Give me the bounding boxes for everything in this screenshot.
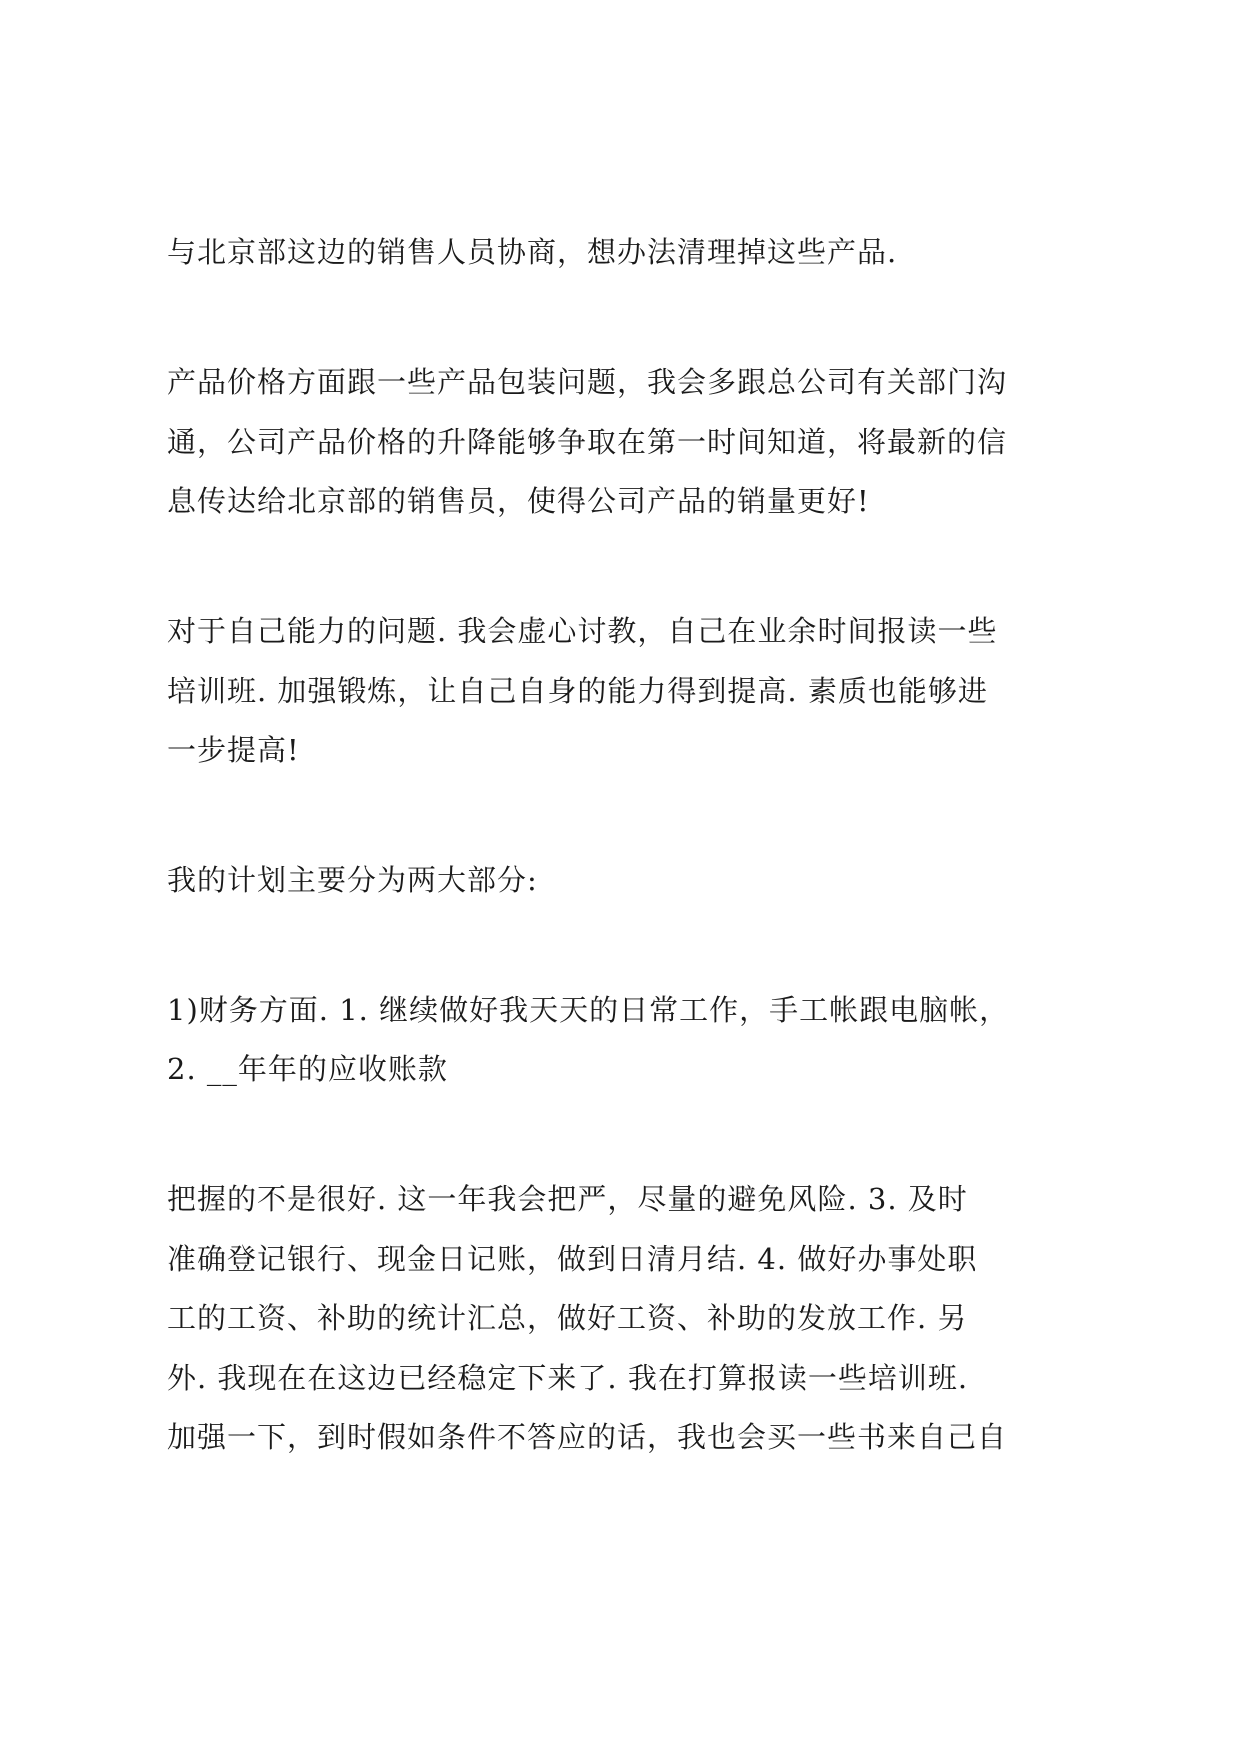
paragraph-line: 与北京部这边的销售人员协商，想办法清理掉这些产品. (167, 235, 898, 269)
paragraph-line: 培训班. 加强锻炼，让自己自身的能力得到提高. 素质也能够进 (167, 674, 988, 708)
paragraph-line: 外. 我现在在这边已经稳定下来了. 我在打算报读一些培训班. (167, 1361, 969, 1395)
paragraph-line: 准确登记银行、现金日记账，做到日清月结. 4. 做好办事处职 (167, 1242, 978, 1276)
paragraph-line: 2. __年年的应收账款 (167, 1052, 448, 1086)
paragraph-line: 把握的不是很好. 这一年我会把严，尽量的避免风险. 3. 及时 (167, 1182, 968, 1216)
paragraph-line: 一步提高! (167, 733, 300, 767)
paragraph-line: 产品价格方面跟一些产品包装问题，我会多跟总公司有关部门沟 (167, 365, 1008, 399)
paragraph-line: 加强一下，到时假如条件不答应的话，我也会买一些书来自己自 (167, 1420, 1008, 1454)
paragraph-line: 通，公司产品价格的升降能够争取在第一时间知道，将最新的信 (167, 425, 1008, 459)
paragraph-line: 对于自己能力的问题. 我会虚心讨教，自己在业余时间报读一些 (167, 614, 998, 648)
paragraph-line: 我的计划主要分为两大部分: (167, 863, 538, 897)
paragraph-line: 息传达给北京部的销售员，使得公司产品的销量更好! (167, 484, 870, 518)
paragraph-line: 工的工资、补助的统计汇总，做好工资、补助的发放工作. 另 (167, 1301, 968, 1335)
paragraph-line: 1)财务方面. 1. 继续做好我天天的日常工作，手工帐跟电脑帐， (167, 993, 1010, 1027)
